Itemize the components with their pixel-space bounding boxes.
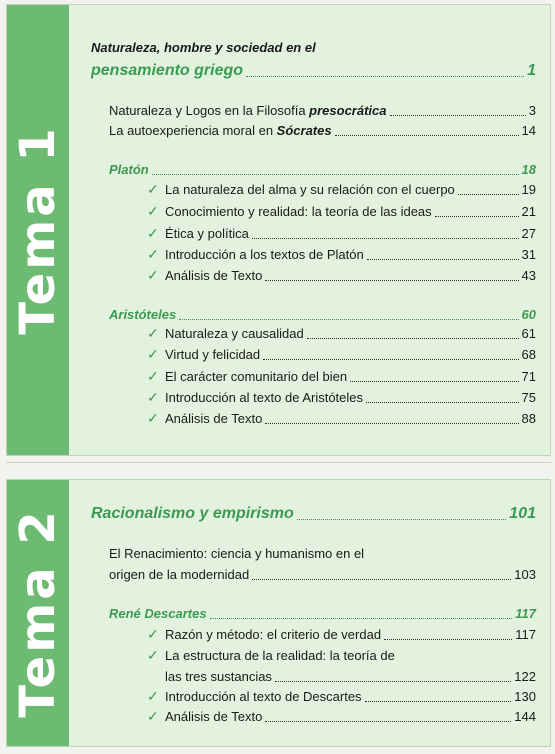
toc-entry[interactable] [165, 411, 536, 427]
leader-dots [297, 519, 507, 520]
toc-entry[interactable] [165, 182, 536, 198]
chapter-2-entry[interactable] [91, 504, 536, 523]
check-icon: ✓ [147, 246, 159, 262]
entry-emphasis: presocrática [309, 103, 387, 118]
leader-dots [152, 174, 519, 175]
entry-text-line1: La estructura de la realidad: la teoría de [165, 648, 395, 663]
toc-entry[interactable] [165, 627, 536, 643]
entry-text: Conocimiento y realidad: la teoría de las ideas [165, 204, 432, 219]
entry-text: Análisis de Texto [165, 411, 263, 426]
entry-text: Razón y método: el criterio de verdad [165, 627, 382, 642]
check-icon: ✓ [147, 181, 159, 197]
check-icon: ✓ [147, 203, 159, 219]
page-number: 144 [514, 709, 536, 724]
check-icon: ✓ [147, 708, 159, 724]
page-number: 88 [521, 411, 536, 426]
entry-text: Introducción al texto de Descartes [165, 689, 362, 704]
page-number: 60 [521, 307, 536, 322]
section-aristoteles[interactable] [109, 307, 536, 323]
toc-entry[interactable] [165, 347, 536, 363]
section-platon[interactable] [109, 162, 536, 178]
toc-entry[interactable] [165, 390, 536, 406]
page-number: 43 [521, 268, 536, 283]
chapter-1-title-line1: Naturaleza, hombre y sociedad en el [91, 40, 316, 55]
check-icon: ✓ [147, 368, 159, 384]
check-icon: ✓ [147, 346, 159, 362]
leader-dots [458, 194, 519, 195]
page-number: 71 [521, 369, 536, 384]
leader-dots [335, 135, 519, 136]
check-icon: ✓ [147, 410, 159, 426]
entry-text: Naturaleza y Logos en la Filosofía [109, 103, 310, 118]
section-title: Platón [109, 162, 149, 177]
entry-text: La autoexperiencia moral en [109, 123, 277, 138]
tema-1-block [6, 4, 551, 456]
page-number: 1 [527, 62, 536, 79]
section-title: Aristóteles [109, 307, 177, 322]
section-title: René Descartes [109, 606, 207, 621]
entry-text: Introducción al texto de Aristóteles [165, 390, 364, 405]
page-number: 68 [521, 347, 536, 362]
separator [6, 462, 551, 463]
section-descartes[interactable] [109, 606, 536, 622]
page-number: 21 [521, 204, 536, 219]
page-number: 75 [521, 390, 536, 405]
leader-dots [252, 579, 511, 580]
toc-entry-presocratica[interactable] [109, 103, 536, 119]
tema-2-block [6, 479, 551, 747]
leader-dots [246, 76, 524, 77]
page-number: 18 [521, 162, 536, 177]
toc-entry[interactable] [165, 247, 536, 263]
leader-dots [252, 238, 519, 239]
check-icon: ✓ [147, 647, 159, 663]
leader-dots [435, 216, 519, 217]
toc-entry[interactable] [165, 669, 536, 685]
intro-line1: El Renacimiento: ciencia y humanismo en el [109, 546, 365, 561]
check-icon: ✓ [147, 267, 159, 283]
check-icon: ✓ [147, 688, 159, 704]
toc-entry[interactable] [165, 369, 536, 385]
page-number: 101 [509, 505, 536, 522]
check-icon: ✓ [147, 389, 159, 405]
toc-entry[interactable] [165, 204, 536, 220]
tema-2-label: Tema 2 [10, 508, 66, 718]
toc-entry[interactable] [165, 709, 536, 725]
toc-entry[interactable] [165, 326, 536, 342]
tema-1-content [69, 5, 550, 455]
entry-text: Naturaleza y causalidad [165, 326, 304, 341]
leader-dots [179, 319, 518, 320]
leader-dots [275, 681, 511, 682]
leader-dots [367, 259, 519, 260]
toc-entry[interactable] [165, 226, 536, 242]
page-number: 122 [514, 669, 536, 684]
entry-text: Introducción a los textos de Platón [165, 247, 364, 262]
leader-dots [366, 402, 519, 403]
page-number: 103 [514, 567, 536, 582]
entry-text: Ética y política [165, 226, 249, 241]
check-icon: ✓ [147, 626, 159, 642]
intro-line2: origen de la modernidad [109, 567, 250, 582]
leader-dots [265, 280, 518, 281]
page-number: 3 [528, 103, 536, 118]
chapter-2-title: Racionalismo y empirismo [91, 505, 294, 522]
entry-text: El carácter comunitario del bien [165, 369, 348, 384]
entry-emphasis: Sócrates [276, 123, 332, 138]
entry-text: Virtud y felicidad [165, 347, 261, 362]
toc-entry-renacimiento[interactable] [109, 567, 536, 583]
page-number: 19 [521, 182, 536, 197]
leader-dots [384, 639, 512, 640]
chapter-1-entry[interactable] [91, 61, 536, 80]
leader-dots [350, 381, 518, 382]
check-icon: ✓ [147, 225, 159, 241]
entry-text-line2: las tres sustancias [165, 669, 272, 684]
leader-dots [307, 338, 519, 339]
page-number: 117 [515, 627, 536, 642]
check-icon: ✓ [147, 325, 159, 341]
page-number: 31 [521, 247, 536, 262]
entry-text: Análisis de Texto [165, 709, 263, 724]
toc-entry[interactable] [165, 268, 536, 284]
toc-entry-socrates[interactable] [109, 123, 536, 139]
toc-entry[interactable] [165, 689, 536, 705]
leader-dots [265, 423, 518, 424]
leader-dots [210, 618, 513, 619]
chapter-1-title-line2: pensamiento griego [91, 62, 244, 79]
page-number: 130 [514, 689, 536, 704]
page-number: 14 [521, 123, 536, 138]
page-number: 117 [515, 606, 536, 621]
entry-text: Análisis de Texto [165, 268, 263, 283]
page-number: 61 [521, 326, 536, 341]
tema-2-content [69, 480, 550, 746]
leader-dots [265, 721, 511, 722]
leader-dots [263, 359, 518, 360]
tema-2-sidebar [7, 480, 69, 746]
tema-1-label: Tema 1 [10, 125, 66, 335]
tema-1-sidebar [7, 5, 69, 455]
leader-dots [390, 115, 526, 116]
entry-text: La naturaleza del alma y su relación con el cuerpo [165, 182, 455, 197]
page-number: 27 [521, 226, 536, 241]
leader-dots [365, 701, 512, 702]
